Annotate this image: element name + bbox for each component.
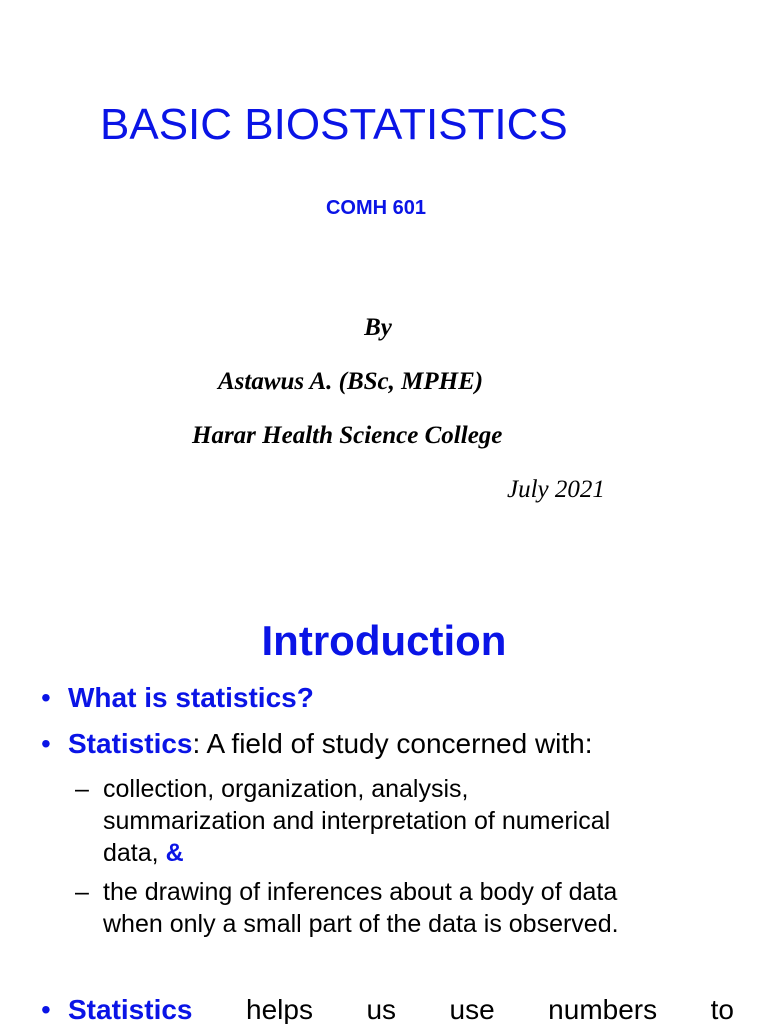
ampersand: & bbox=[165, 839, 184, 867]
bullet-word: use bbox=[449, 994, 495, 1024]
justified-line bbox=[68, 994, 734, 1024]
sub-bullet-line: when only a small part of the data is observed. bbox=[103, 910, 619, 938]
dash-icon: – bbox=[75, 775, 89, 803]
bullet-word: us bbox=[366, 994, 397, 1024]
dash-icon: – bbox=[75, 878, 89, 906]
bullet-icon: • bbox=[41, 994, 51, 1024]
slide-title: BASIC BIOSTATISTICS bbox=[100, 100, 568, 149]
section-title: Introduction bbox=[261, 617, 507, 664]
bullet-statistics-definition bbox=[41, 728, 593, 760]
sub-bullet-line: the drawing of inferences about a body of data bbox=[103, 878, 618, 906]
bullet-text: : A field of study concerned with: bbox=[192, 728, 593, 759]
sub-bullet-collection bbox=[75, 773, 743, 869]
by-label: By bbox=[364, 314, 392, 341]
sub-bullet-text: data, bbox=[103, 839, 166, 867]
bullet-word: helps bbox=[246, 994, 313, 1024]
sub-bullet-inferences bbox=[75, 876, 743, 940]
bullet-icon: • bbox=[41, 682, 51, 713]
bullet-keyword: Statistics bbox=[68, 994, 193, 1024]
sub-bullet-line: summarization and interpretation of numerical bbox=[103, 807, 611, 835]
bullet-text: What is statistics? bbox=[68, 682, 314, 713]
sub-bullet-line: collection, organization, analysis, bbox=[103, 775, 469, 803]
college-name: Harar Health Science College bbox=[192, 422, 503, 449]
bullet-icon: • bbox=[41, 728, 51, 759]
presentation-date: July 2021 bbox=[507, 476, 605, 503]
author-name: Astawus A. (BSc, MPHE) bbox=[218, 368, 484, 395]
bullet-word: to bbox=[710, 994, 734, 1024]
bullet-word: numbers bbox=[548, 994, 658, 1024]
bullet-keyword: Statistics bbox=[68, 728, 193, 759]
bullet-statistics-helps bbox=[41, 994, 734, 1024]
bullet-what-is-statistics bbox=[41, 682, 314, 714]
sub-bullet-line bbox=[103, 837, 743, 869]
course-code: COMH 601 bbox=[325, 197, 427, 219]
